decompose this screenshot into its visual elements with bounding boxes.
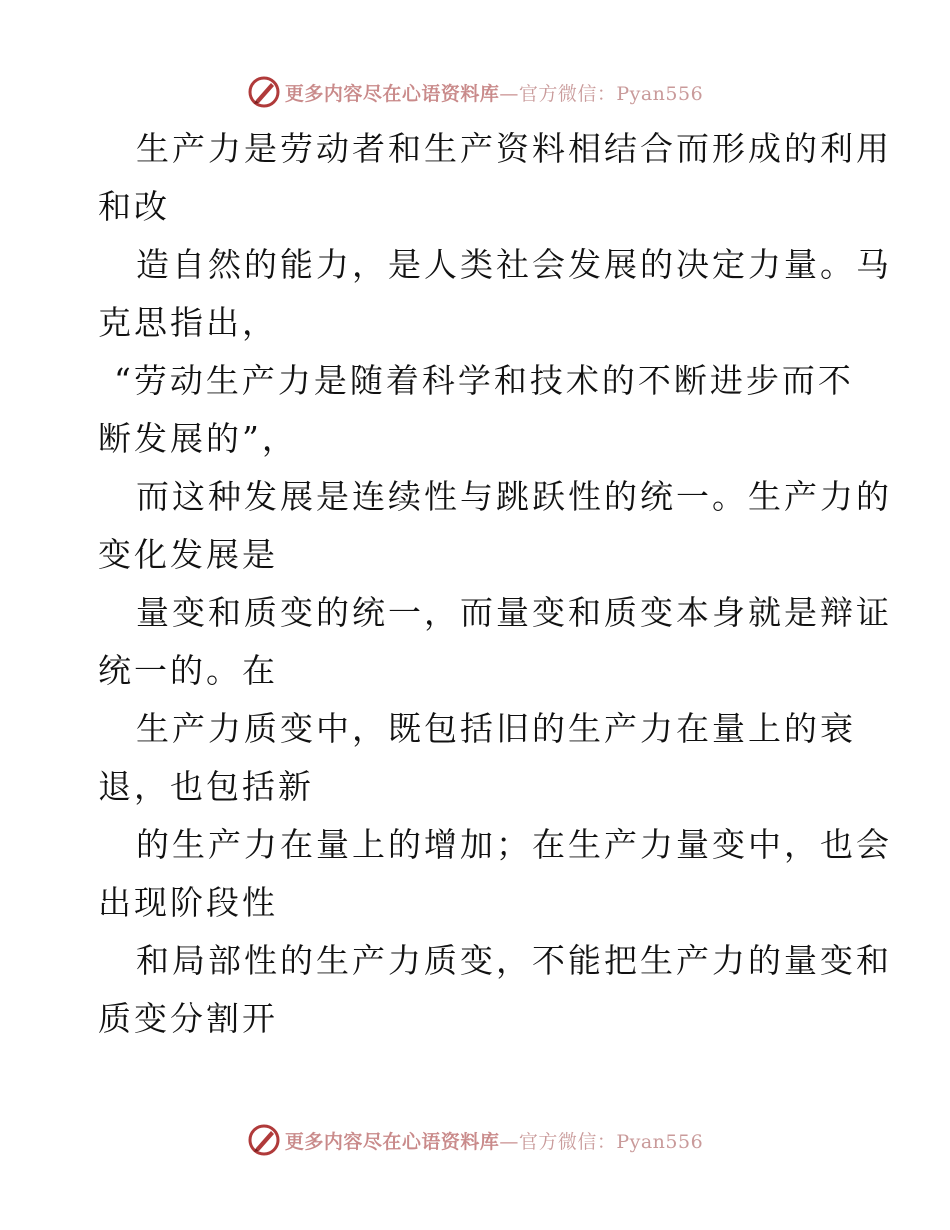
footer-text <box>285 1127 703 1154</box>
paragraph-line <box>98 584 892 700</box>
pen-logo-icon <box>247 75 281 109</box>
line-first: “劳动生产力是随着科学和技术的不断进步而不 <box>114 361 854 400</box>
footer-dash: — <box>499 1130 519 1153</box>
line-second: 断发展的”， <box>98 419 298 458</box>
line-second: 退，也包括新 <box>98 767 314 806</box>
line-second: 变化发展是 <box>98 535 278 574</box>
line-second: 质变分割开 <box>98 999 278 1038</box>
document-body <box>98 120 892 1048</box>
line-second: 克思指出， <box>98 303 278 342</box>
header-wechat: 官方微信：Pyan556 <box>518 82 704 105</box>
paragraph-line <box>98 700 858 816</box>
line-second: 出现阶段性 <box>98 883 278 922</box>
line-first: 而这种发展是连续性与跳跃性的统一。生产力的 <box>136 477 892 516</box>
line-first: 造自然的能力，是人类社会发展的决定力量。马 <box>136 245 892 284</box>
header-banner <box>0 72 950 112</box>
paragraph-line <box>98 236 892 352</box>
paragraph-line <box>98 352 858 468</box>
header-text <box>285 79 703 106</box>
paragraph-line <box>98 932 892 1048</box>
header-brand: 更多内容尽在心语资料库 <box>284 82 500 105</box>
line-first: 量变和质变的统一，而量变和质变本身就是辩证 <box>136 593 892 632</box>
paragraph-line <box>98 468 892 584</box>
pen-logo-icon <box>247 1123 281 1157</box>
paragraph-line <box>98 120 892 236</box>
line-second: 和改 <box>98 187 170 226</box>
header-dash: — <box>499 82 519 105</box>
line-first: 生产力是劳动者和生产资料相结合而形成的利用 <box>136 129 892 168</box>
footer-brand: 更多内容尽在心语资料库 <box>284 1130 500 1153</box>
line-first: 和局部性的生产力质变，不能把生产力的量变和 <box>136 941 892 980</box>
paragraph-line <box>98 816 892 932</box>
line-first: 生产力质变中，既包括旧的生产力在量上的衰 <box>136 709 856 748</box>
line-second: 统一的。在 <box>98 651 278 690</box>
line-first: 的生产力在量上的增加；在生产力量变中，也会 <box>136 825 892 864</box>
footer-banner <box>0 1120 950 1160</box>
footer-wechat: 官方微信：Pyan556 <box>518 1130 704 1153</box>
